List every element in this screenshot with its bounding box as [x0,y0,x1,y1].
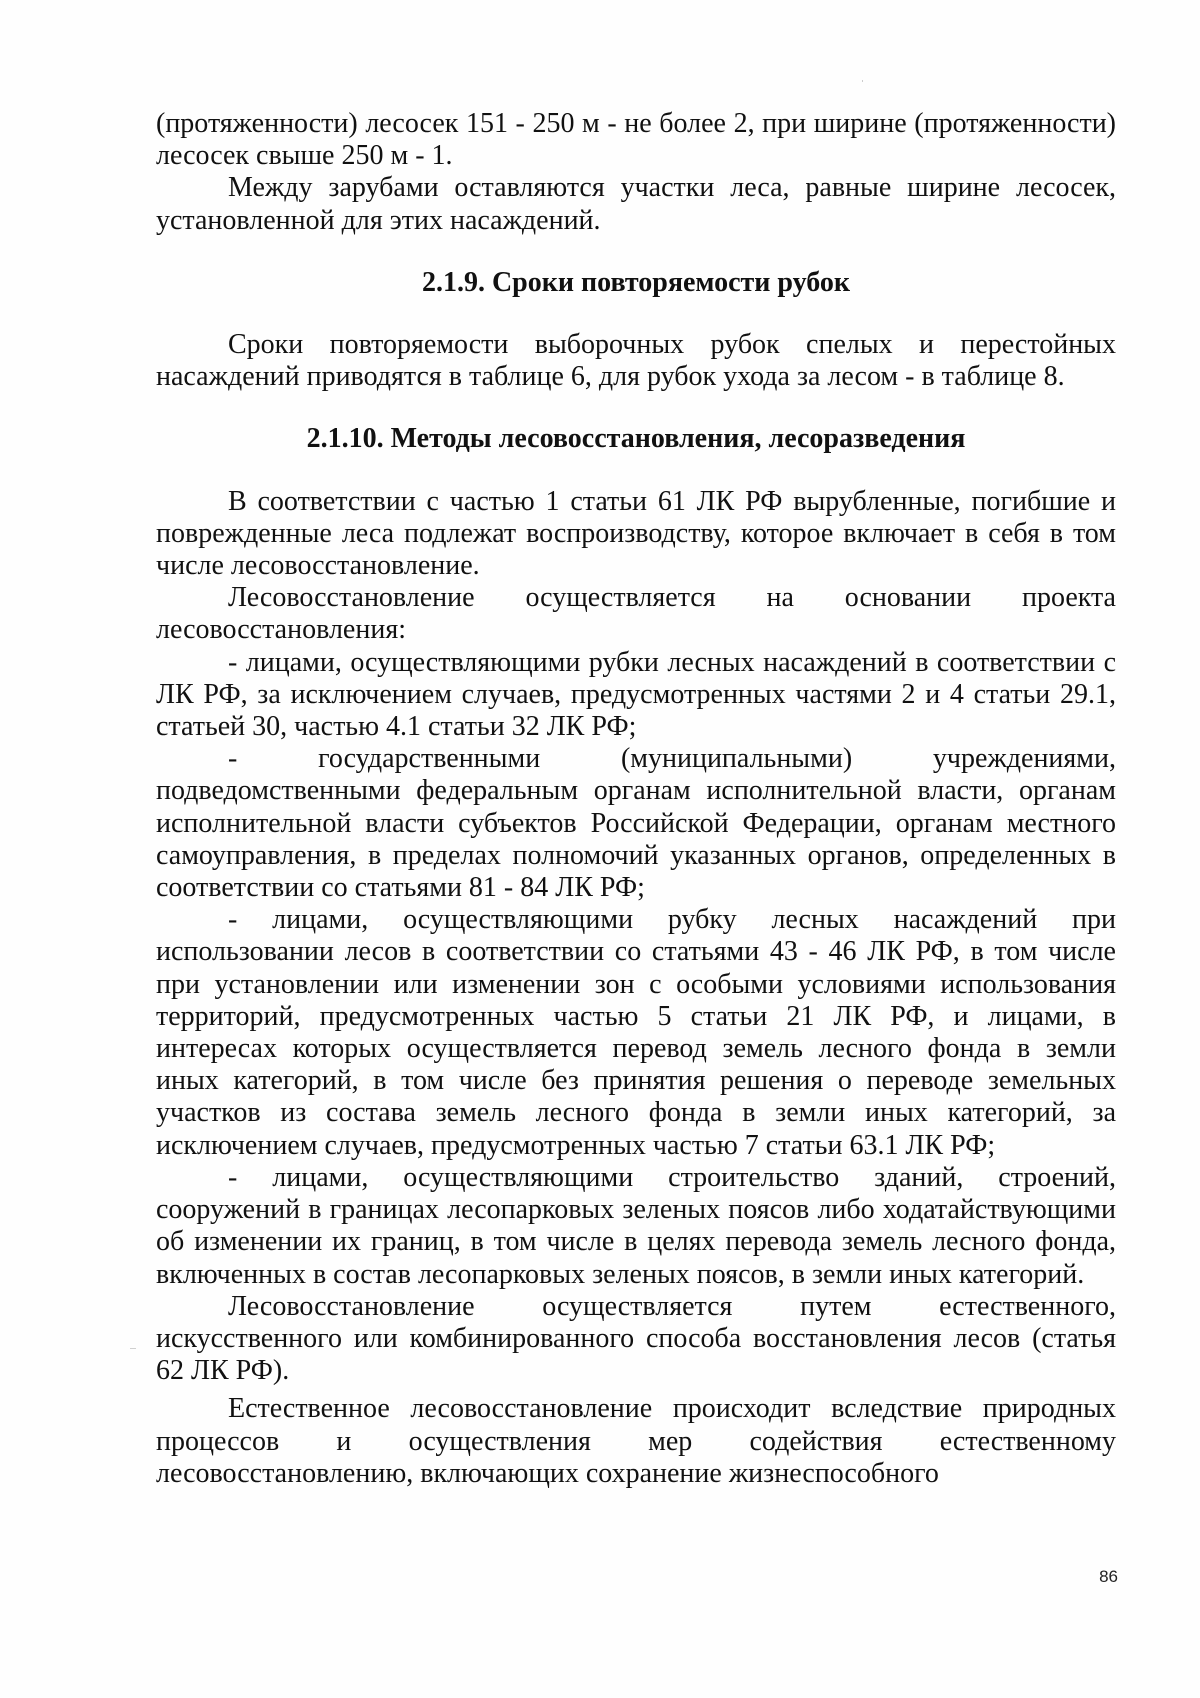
section-heading: 2.1.9. Сроки повторяемости рубок [421,266,851,298]
scan-artifact [862,80,863,82]
paragraph: Сроки повторяемости выборочных рубок спелых и перестойных насаждений приводятся в таблице 6, для рубок ухода за лесом - в таблице 8. [156,329,1116,393]
document-body [156,108,1116,1490]
paragraph: В соответствии с частью 1 статьи 61 ЛК РФ вырубленные, погибшие и поврежденные леса подлежат воспроизводству, которое включает в себя в том числе лесовосстановление. [156,485,1116,582]
page-number: 86 [1099,1567,1118,1586]
list-item: - лицами, осуществляющими рубку лесных насаждений при использовании лесов в соответствии со статьями 43 - 46 ЛК РФ, в том числе при установлении или изменении зон с особыми условиями использования территорий, предусмотренных частью 5 статьи 21 ЛК РФ, и лицами, в интересах которых осуществляется перевод земель лесного фонда в земли иных категорий, в том числе без принятия решения о переводе земельных участков из состава земель лесного фонда в земли иных категорий, за исключением случаев, предусмотренных частью 7 статьи 63.1 ЛК РФ; [156,904,1116,1161]
list-item: - лицами, осуществляющими строительство зданий, строений, сооружений в границах лесопарковых зеленых поясов либо ходатайствующими об изменении их границ, в том числе в целях перевода земель лесного фонда, включенных в состав лесопарковых зеленых поясов, в земли иных категорий. [156,1161,1116,1290]
paragraph: Лесовосстановление осуществляется на основании проекта лесовосстановления: [156,582,1116,646]
scan-artifact [130,1348,136,1349]
paragraph: Естественное лесовосстановление происходит вследствие природных процессов и осуществления мер содействия естественному лесовосстановлению, включающих сохранение жизнеспособного [156,1393,1116,1489]
section-heading: 2.1.10. Методы лесовосстановления, лесоразведения [306,423,966,455]
paragraph: Лесовосстановление осуществляется путем естественного, искусственного или комбинированного способа восстановления лесов (статья 62 ЛК РФ). [156,1290,1116,1387]
list-item: - лицами, осуществляющими рубки лесных насаждений в соответствии с ЛК РФ, за исключением случаев, предусмотренных частями 2 и 4 статьи 29.1, статьей 30, частью 4.1 статьи 32 ЛК РФ; [156,646,1116,743]
list-item: - государственными (муниципальными) учреждениями, подведомственными федеральным органам исполнительной власти, органам исполнительной власти субъектов Российской Федерации, органам местного самоуправления, в пределах полномочий указанных органов, определенных в соответствии со статьями 81 - 84 ЛК РФ; [156,743,1116,904]
paragraph: (протяженности) лесосек 151 - 250 м - не более 2, при ширине (протяженности) лесосек свыше 250 м - 1. [156,108,1116,172]
paragraph: Между зарубами оставляются участки леса, равные ширине лесосек, установленной для этих насаждений. [156,172,1116,236]
